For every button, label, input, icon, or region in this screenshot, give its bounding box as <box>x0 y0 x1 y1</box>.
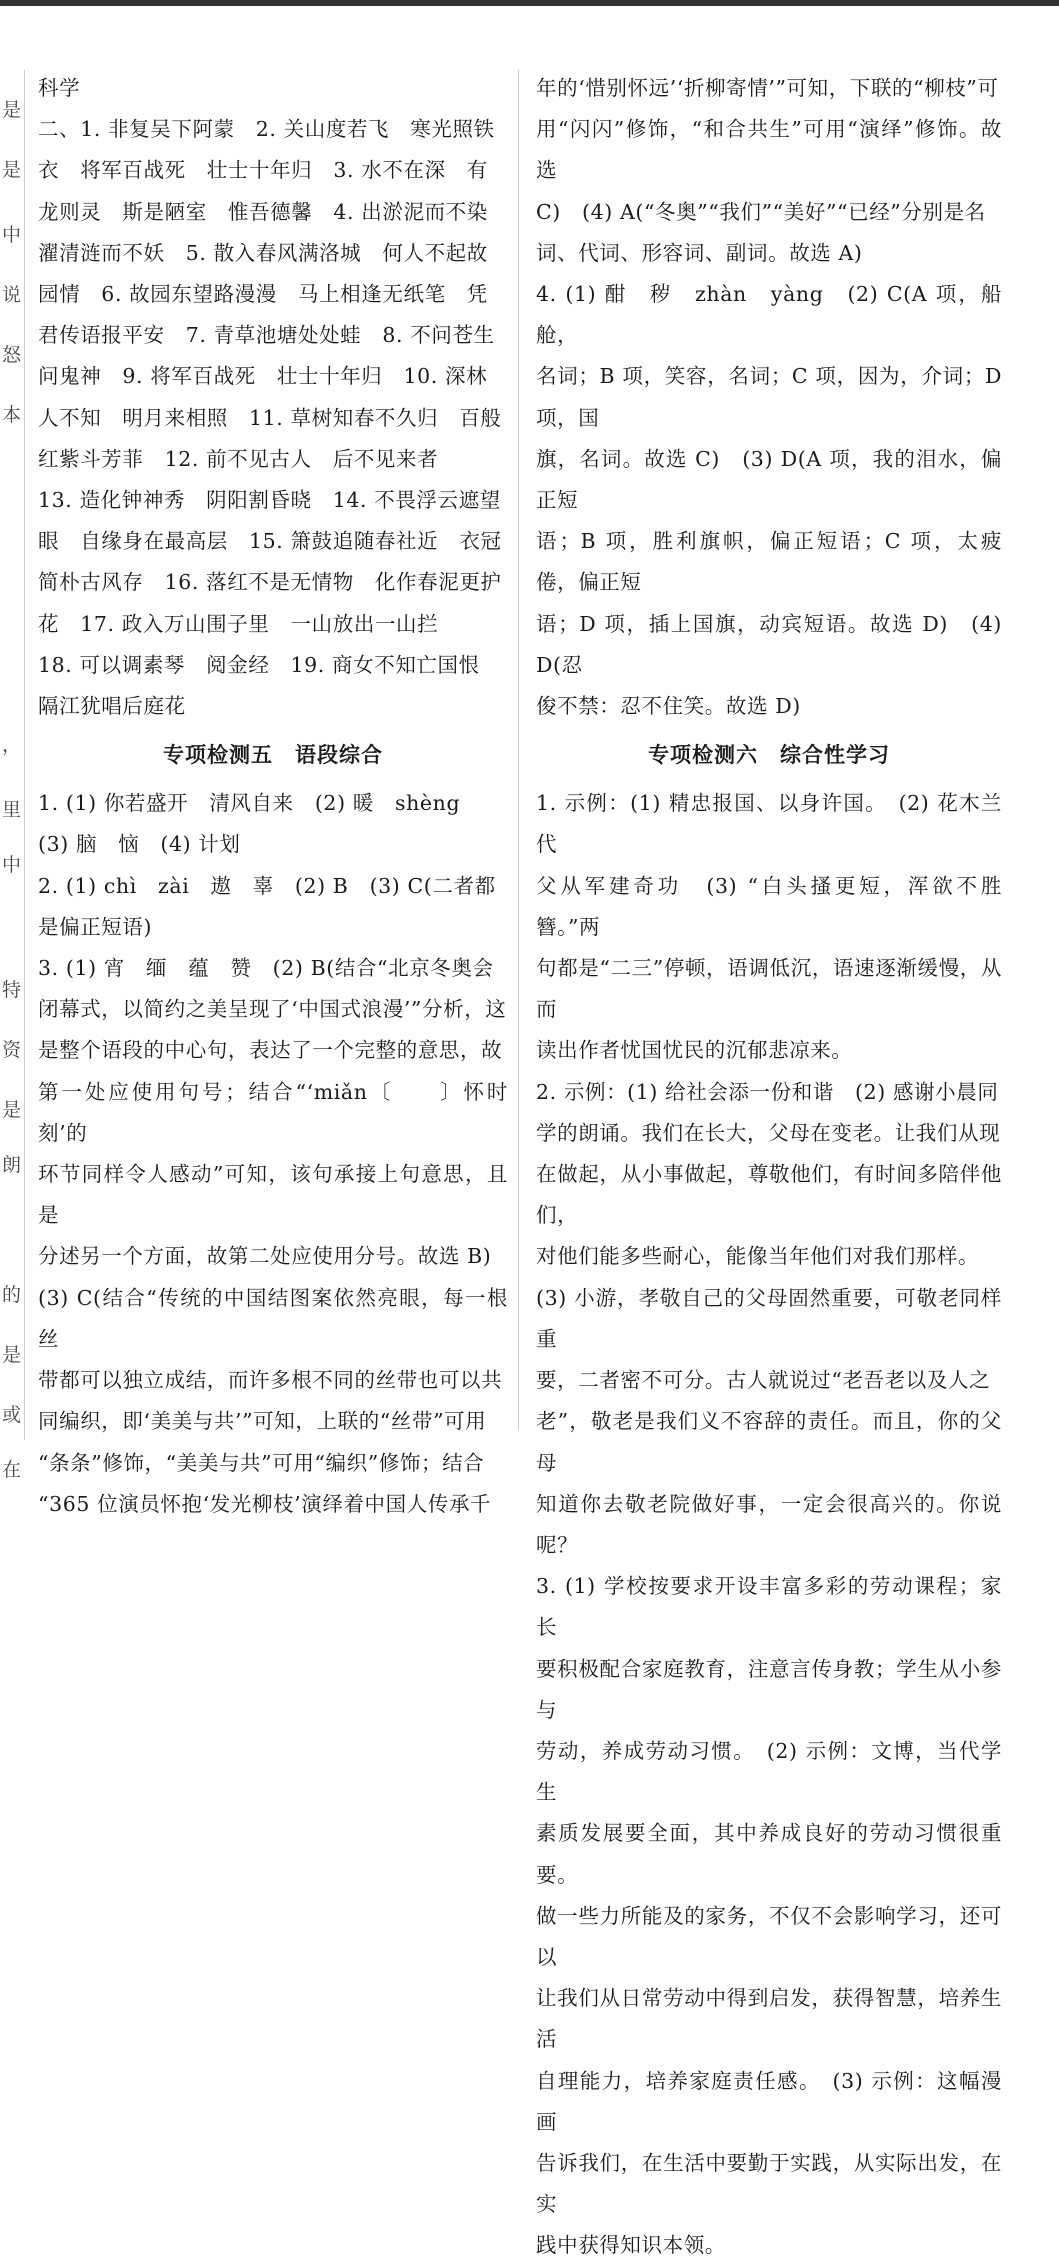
text-line: 让我们从日常劳动中得到启发，获得智慧，培养生活 <box>536 1986 1002 2052</box>
text-line: 劳动，养成劳动习惯。 (2) 示例：文博，当代学生 <box>536 1738 1002 1805</box>
text-line: 眼 自缘身在最高层 15. 箫鼓追随春社近 衣冠 <box>38 529 502 554</box>
text-line: “条条”修饰，“美美与共”可用“编织”修饰；结合 <box>38 1450 485 1475</box>
text-line: 名词；B 项，笑容，名词；C 项，因为，介词；D 项，国 <box>536 364 1002 430</box>
text-line: 濯清涟而不妖 5. 散入春风满洛城 何人不起故 <box>38 240 488 265</box>
column-divider <box>518 70 519 1430</box>
text-line: 带都可以独立成结，而许多根不同的丝带也可以共 <box>38 1368 503 1393</box>
text-line: 做一些力所能及的家务，不仅不会影响学习，还可以 <box>536 1903 1002 1969</box>
text-line: 3. (1) 宵 缅 蕴 赞 (2) B(结合“北京冬奥会 <box>38 956 494 981</box>
text-line: 学的朗诵。我们在长大，父母在变老。让我们从现 <box>536 1120 1001 1145</box>
text-line: 对他们能多些耐心，能像当年他们对我们那样。 <box>536 1244 980 1269</box>
text-line: 花 17. 政入万山围子里 一山放出一山拦 <box>38 611 439 636</box>
section-title-6: 专项检测六 综合性学习 <box>648 743 890 768</box>
text-line: 4. (1) 酣 秽 zhàn yàng (2) C(A 项，船舱， <box>536 282 1002 348</box>
text-line: 第一处应使用句号；结合“‘miǎn〔 〕怀时刻’的 <box>38 1079 508 1145</box>
section5-answers <box>38 783 508 1525</box>
text-line: (3) 脑 恼 (4) 计划 <box>38 832 241 857</box>
text-line: 2. 示例：(1) 给社会添一份和谐 (2) 感谢小晨同 <box>536 1079 999 1104</box>
text-line: 老”，敬老是我们义不容辞的责任。而且，你的父母 <box>536 1409 1002 1475</box>
part2-answers <box>38 109 508 727</box>
margin-char: 中 <box>2 854 22 876</box>
text-line: 君传语报平安 7. 青草池塘处处蛙 8. 不问苍生 <box>38 323 495 348</box>
margin-char: 里 <box>2 799 22 821</box>
section5-continued <box>536 68 1002 727</box>
text-line: 环节同样令人感动”可知，该句承接上句意思，且是 <box>38 1162 508 1228</box>
text-line: 素质发展要全面，其中养成良好的劳动习惯很重要。 <box>536 1821 1002 1887</box>
text-line: 自理能力，培养家庭责任感。 (3) 示例：这幅漫画 <box>536 2068 1002 2134</box>
text-line: 读出作者忧国忧民的沉郁悲凉来。 <box>536 1038 853 1063</box>
text-line: 分述另一个方面，故第二处应使用分号。故选 B) <box>38 1244 492 1269</box>
text-line: 俊不禁：忍不住笑。故选 D) <box>536 694 801 719</box>
margin-char: 的 <box>2 1284 22 1306</box>
margin-char: 怒 <box>2 344 22 366</box>
text-line: 龙则灵 斯是陋室 惟吾德馨 4. 出淤泥而不染 <box>38 199 488 224</box>
text-line: 18. 可以调素琴 阅金经 19. 商女不知亡国恨 <box>38 652 480 677</box>
text-line: 1. (1) 你若盛开 清风自来 (2) 暖 shèng <box>38 791 461 816</box>
text-line: 要积极配合家庭教育，注意言传身教；学生从小参与 <box>536 1656 1002 1722</box>
text-line: 科学 <box>38 76 81 100</box>
top-border <box>0 0 1059 6</box>
text-line: 2. (1) chì zài 遨 辜 (2) B (3) C(二者都 <box>38 873 496 898</box>
margin-char: 特 <box>2 979 22 1001</box>
text-line: 词、代词、形容词、副词。故选 A) <box>536 240 863 265</box>
text-line: 践中获得知识本领。 <box>536 2233 726 2258</box>
right-column <box>536 68 1002 2267</box>
text-line: 二、1. 非复吴下阿蒙 2. 关山度若飞 寒光照铁 <box>38 117 495 142</box>
margin-char: 是 <box>2 1344 22 1366</box>
text-line: 同编织，即‘美美与共’”可知，上联的“丝带”可用 <box>38 1409 487 1434</box>
section-title-5: 专项检测五 语段综合 <box>163 743 383 768</box>
text-line: 问鬼神 9. 将军百战死 壮士十年归 10. 深林 <box>38 364 488 389</box>
text-line: 隔江犹唱后庭花 <box>38 694 186 719</box>
left-column <box>38 68 508 1525</box>
section6-answers <box>536 783 1002 2266</box>
text-line: 语；B 项，胜利旗帜，偏正短语；C 项，太疲倦，偏正短 <box>536 529 1002 595</box>
margin-char: 是 <box>2 99 22 121</box>
text-line: 旗，名词。故选 C) (3) D(A 项，我的泪水，偏正短 <box>536 446 1002 513</box>
margin-char: 资 <box>2 1039 22 1061</box>
text-line: 简朴古风存 16. 落红不是无情物 化作春泥更护 <box>38 570 502 595</box>
text-line: 是整个语段的中心句，表达了一个完整的意思，故 <box>38 1038 503 1063</box>
text-line: 告诉我们，在生活中要勤于实践，从实际出发，在实 <box>536 2150 1002 2217</box>
text-line: 园情 6. 故园东望路漫漫 马上相逢无纸笔 凭 <box>38 282 488 307</box>
text-line: (3) 小游，孝敬自己的父母固然重要，可敬老同样重 <box>536 1285 1002 1351</box>
text-line: 人不知 明月来相照 11. 草树知春不久归 百般 <box>38 405 502 430</box>
left-margin-cut-text <box>0 60 22 1481</box>
text-line: 年的‘惜别怀远’‘折柳寄情’”可知，下联的“柳枝”可 <box>536 76 999 100</box>
text-line: 闭幕式，以简约之美呈现了‘中国式浪漫’”分析，这 <box>38 997 507 1022</box>
text-line: 在做起，从小事做起，尊敬他们，有时间多陪伴他们， <box>536 1162 1002 1228</box>
margin-char: 在 <box>2 1459 22 1481</box>
text-line: 3. (1) 学校按要求开设丰富多彩的劳动课程；家长 <box>536 1574 1002 1640</box>
margin-char: 朗 <box>2 1154 22 1176</box>
text-line: 衣 将军百战死 壮士十年归 3. 水不在深 有 <box>38 158 488 183</box>
text-line: 要，二者密不可分。古人就说过“老吾老以及人之 <box>536 1368 991 1393</box>
text-line: 用“闪闪”修饰，“和合共生”可用“演绎”修饰。故选 <box>536 117 1002 183</box>
text-line: 1. 示例：(1) 精忠报国、以身许国。 (2) 花木兰代 <box>536 791 1002 857</box>
text-line: (3) C(结合“传统的中国结图案依然亮眼，每一根丝 <box>38 1285 508 1351</box>
text-line: 句都是“二三”停顿，语调低沉，语速逐渐缓慢，从而 <box>536 956 1002 1022</box>
margin-char: 中 <box>2 224 22 246</box>
text-line: 知道你去敬老院做好事，一定会很高兴的。你说呢？ <box>536 1491 1002 1557</box>
margin-char: 本 <box>2 404 22 426</box>
text-line: C) (4) A(“冬奥”“我们”“美好”“已经”分别是名 <box>536 199 986 224</box>
margin-char: 或 <box>2 1404 22 1426</box>
margin-char: 是 <box>2 1099 22 1121</box>
text-line: 父从军建奇功 (3) “白头搔更短，浑欲不胜簪。”两 <box>536 873 1002 939</box>
margin-char: 是 <box>2 159 22 181</box>
text-line: 语；D 项，插上国旗，动宾短语。故选 D) (4) D(忍 <box>536 611 1002 677</box>
text-line: “365 位演员怀抱‘发光柳枝’演绎着中国人传承千 <box>38 1491 492 1516</box>
text-line: 是偏正短语) <box>38 914 153 939</box>
text-line: 红紫斗芳菲 12. 前不见古人 后不见来者 <box>38 446 439 471</box>
margin-char: 说 <box>2 284 22 306</box>
text-line: 13. 造化钟神秀 阴阳割昏晓 14. 不畏浮云遮望 <box>38 488 501 513</box>
margin-char: ， <box>2 734 22 756</box>
margin-rule <box>24 70 25 1440</box>
